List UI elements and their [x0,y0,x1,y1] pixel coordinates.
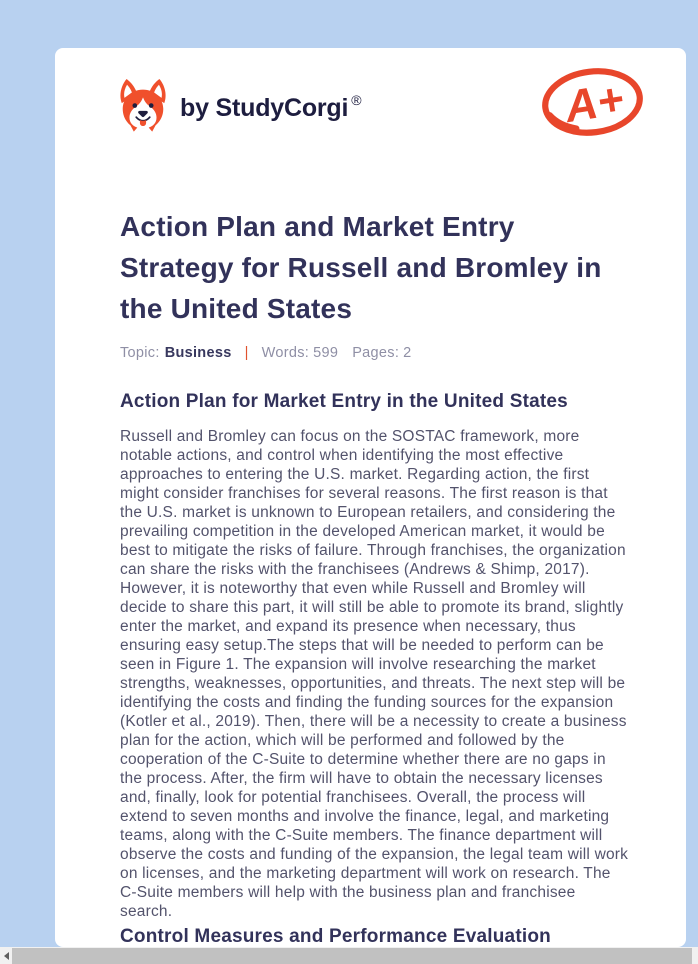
article-meta [120,345,630,361]
horizontal-scrollbar[interactable] [0,947,698,964]
logo-text [180,92,361,123]
scroll-left-button[interactable] [0,947,12,964]
essay-paragraph: Russell and Bromley can focus on the SOSTAC framework, more notable actions, and control when identifying the most effective approaches to entering the U.S. market. Regarding action, the first might consider franchises for several reasons. The first reason is that the U.S. market is unknown to European retailers, and considering the prevailing competition in the developed American market, it would be best to mitigate the risks of failure. Through franchises, the organization can share the risks with the franchisees (Andrews & Shimp, 2017). However, it is noteworthy that even while Russell and Bromley will decide to share this part, it will still be able to promote its brand, slightly enter the market, and expand its presence when necessary, thus ensuring easy setup.The steps that will be needed to perform can be seen in Figure 1. The expansion will involve researching the market strengths, weaknesses, opportunities, and threats. The next step will be identifying the costs and finding the funding sources for the expansion (Kotler et al., 2019). Then, there will be a necessity to create a business plan for the action, which will be performed and followed by the cooperation of the C-Suite to determine whether there are no gaps in the process. After, the firm will have to obtain the necessary licenses and, finally, look for potential franchisees. Overall, the process will extend to seven months and involve the finance, legal, and marketing teams, along with the C-Suite members. The finance department will observe the costs and funding of the expansion, the legal team will work on licenses, and the marketing department will work on research. The C-Suite members will help with the business plan and franchisee search. [120,428,629,920]
page-title: Action Plan and Market Entry Strategy for Russell and Bromley in the United States [120,211,602,324]
card-header [115,73,630,161]
pages-value: 2 [403,345,412,361]
topic-label: Topic: [120,345,160,361]
registered-trademark: ® [351,91,362,108]
a-plus-stamp-icon [539,63,646,139]
section-heading-control-measures: Control Measures and Performance Evaluation [120,926,551,947]
pages-label: Pages: [352,345,400,361]
scroll-left-arrow-icon [4,952,9,960]
words-value: 599 [313,345,339,361]
essay-card [55,48,686,947]
a-plus-stamp-label: A+ [561,74,627,133]
topic-link[interactable]: Business [164,345,232,361]
section-heading-action-plan: Action Plan for Market Entry in the United States [120,391,568,412]
scrollbar-thumb[interactable] [12,948,692,964]
meta-separator: | [244,345,249,361]
studycorgi-logo [115,77,361,137]
words-label: Words: [261,345,310,361]
corgi-logo-icon [115,77,171,137]
logo-wordmark: by StudyCorgi [180,93,349,122]
